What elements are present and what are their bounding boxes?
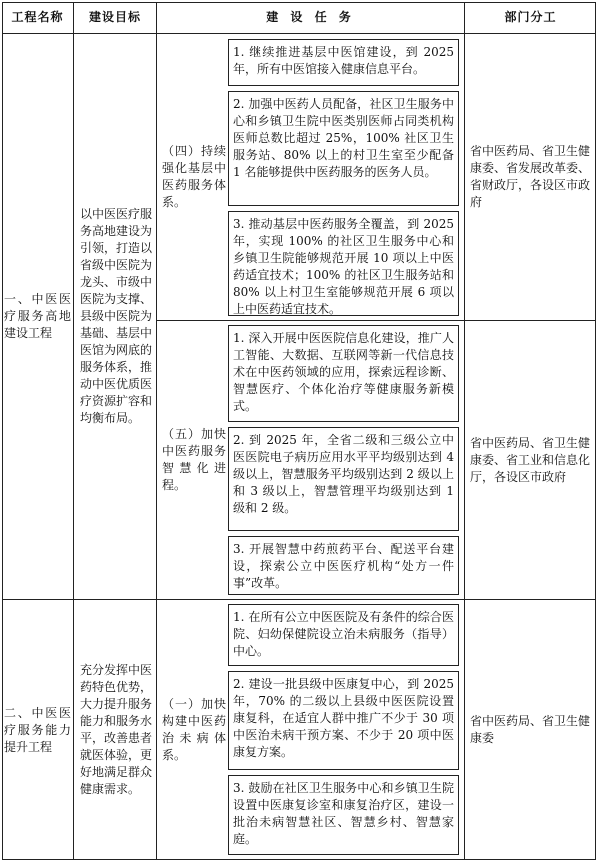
task-item: 3. 开展智慧中药煎药平台、配送平台建设，探索公立中医医疗机构“处方一件事”改革。 [233, 542, 454, 590]
task-item: 1. 继续推进基层中医馆建设，到 2025 年，所有中医馆接入健康信息平台。 [233, 45, 454, 76]
header-goal: 建设目标 [88, 10, 141, 24]
task-item: 2. 到 2025 年，全省二级和三级公立中医医院电子病历应用水平平均级别达到 4 级以上，智慧服务平均级别达到 2 级以上和 3 级以上，智慧管理平均级别达到 1 级和 2 级。 [233, 433, 454, 515]
department-cell [470, 600, 590, 860]
header-task: 建 设 任 务 [266, 10, 355, 24]
department-text: 省中医药局、省卫生健康委 [470, 714, 591, 745]
divider [73, 2, 74, 860]
task-item: 1. 在所有公立中医医院及有条件的综合医院、妇幼保健院设立治未病服务（指导）中心。 [233, 610, 454, 658]
divider [464, 2, 465, 860]
department-text: 省中医药局、省卫生健康委、省发展改革委、省财政厅，各设区市政府 [470, 144, 591, 209]
project-name-text: 一、中医医疗服务高地建设工程 [4, 292, 71, 340]
task-item: 2. 加强中医药人员配备，社区卫生服务中心和乡镇卫生院中医类别医师占同类机构医师总数比超过 25%，100% 社区卫生服务站、80% 以上的村卫生室至少配备 1 名能够提供中医药服务的医务人员。 [233, 97, 454, 179]
task-group-title [162, 600, 226, 860]
task-group-title [162, 34, 226, 320]
project-goal-text: 以中医医疗服务高地建设为引领，打造以省级中医院为龙头、市级中医院为支撑、县级中医院为基础、基层中医馆为网底的服务体系，推动中医优质医疗资源扩容和均衡布局。 [80, 207, 153, 425]
department-text: 省中医药局、省卫生健康委、省工业和信息化厅，各设区市政府 [470, 435, 591, 484]
project-name-text: 二、中医医疗服务能力提升工程 [4, 705, 71, 754]
task-group-title-text: （四）持续强化基层中医药服务体系。 [162, 144, 226, 209]
project-goal [80, 34, 152, 599]
task-table [2, 2, 596, 860]
task-group-title-text: （五）加快中医药服务智慧化进程。 [162, 427, 226, 492]
project-name [4, 34, 71, 599]
task-group-title [162, 321, 226, 599]
task-item: 3. 推动基层中医药服务全覆盖，到 2025 年，实现 100% 的社区卫生服务中心和乡镇卫生院能够规范开展 10 项以上中医药适宜技术；100% 的社区卫生服务站和 80% 以上村卫生室能够规范开展 6 项以上中医药适宜技术。 [233, 217, 454, 316]
task-group-title-text: （一）加快构建中医药治未病体系。 [162, 697, 226, 762]
project-goal [80, 600, 152, 860]
header-project: 工程名称 [11, 10, 64, 24]
task-item: 2. 建设一批县级中医康复中心，到 2025 年，70% 的二级以上县级中医医院设置康复科，在适宜人群中推广不少于 30 项中医治未病干预方案、不少于 20 项中医康复方案。 [233, 677, 454, 759]
task-item: 3. 鼓励在社区卫生服务中心和乡镇卫生院设置中医康复诊室和康复治疗区，建设一批治未病智慧社区、智慧乡村、智慧家庭。 [233, 781, 454, 846]
project-goal-text: 充分发挥中医药特色优势，大力提升服务能力和服务水平，改善患者就医体验，更好地满足群众健康需求。 [80, 663, 153, 796]
divider [156, 2, 157, 860]
header-dept: 部门分工 [504, 10, 557, 24]
task-item: 1. 深入开展中医医院信息化建设，推广人工智能、大数据、互联网等新一代信息技术在中医药领域的应用，探索远程诊断、智慧医疗、个体化治疗等健康服务新模式。 [233, 331, 454, 413]
project-name [4, 600, 71, 860]
department-cell [470, 321, 590, 599]
department-cell [470, 34, 590, 320]
